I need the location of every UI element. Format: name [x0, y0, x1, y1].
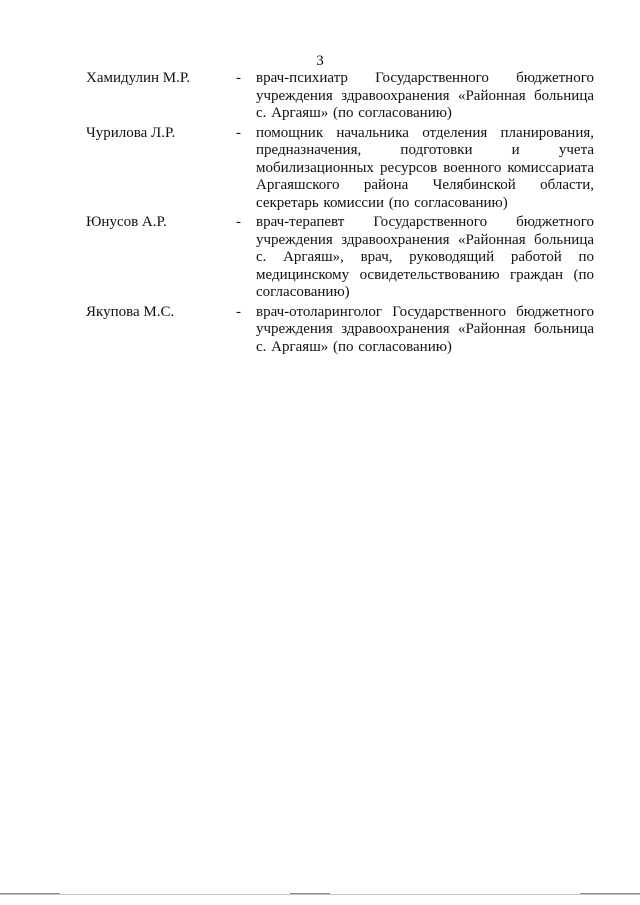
member-name: Чурилова Л.Р. [86, 124, 176, 141]
member-dash: - [236, 214, 241, 230]
member-name: Юнусов А.Р. [86, 214, 167, 230]
page-number: 3 [316, 53, 324, 69]
member-dash: - [236, 70, 241, 86]
member-role: врач-психиатр Государственного бюджетного учреждения здравоохранения «Районная больница с. Аргаяш» (по согласованию) [256, 70, 594, 121]
member-role: врач-отоларинголог Государственного бюджетного учреждения здравоохранения «Районная больница с. Аргаяш» (по согласованию) [256, 303, 594, 355]
member-role: помощник начальника отделения планирования, предназначения, подготовки и учета мобилизационных ресурсов военного комиссариата Аргаяшского района Челябинской области, секретарь комиссии (по согласованию) [256, 124, 594, 211]
member-row-churilova [86, 125, 594, 213]
bottom-scan-mark [580, 893, 640, 894]
member-row-khamidulin [86, 70, 594, 123]
bottom-scan-mark [290, 893, 330, 894]
member-name: Хамидулин М.Р. [86, 70, 191, 86]
bottom-scan-line [0, 894, 640, 895]
member-name: Якупова М.С. [86, 303, 175, 320]
member-row-yunusov [86, 214, 594, 302]
member-row-yakupova [86, 304, 594, 357]
member-role: врач-терапевт Государственного бюджетного учреждения здравоохранения «Районная больница с. Аргаяш», врач, руководящий работой по медицинскому освидетельствованию граждан (по согласованию) [256, 214, 594, 300]
member-dash: - [236, 303, 241, 320]
bottom-scan-mark [0, 893, 60, 894]
commission-members-list [86, 70, 594, 358]
member-dash: - [236, 124, 241, 141]
